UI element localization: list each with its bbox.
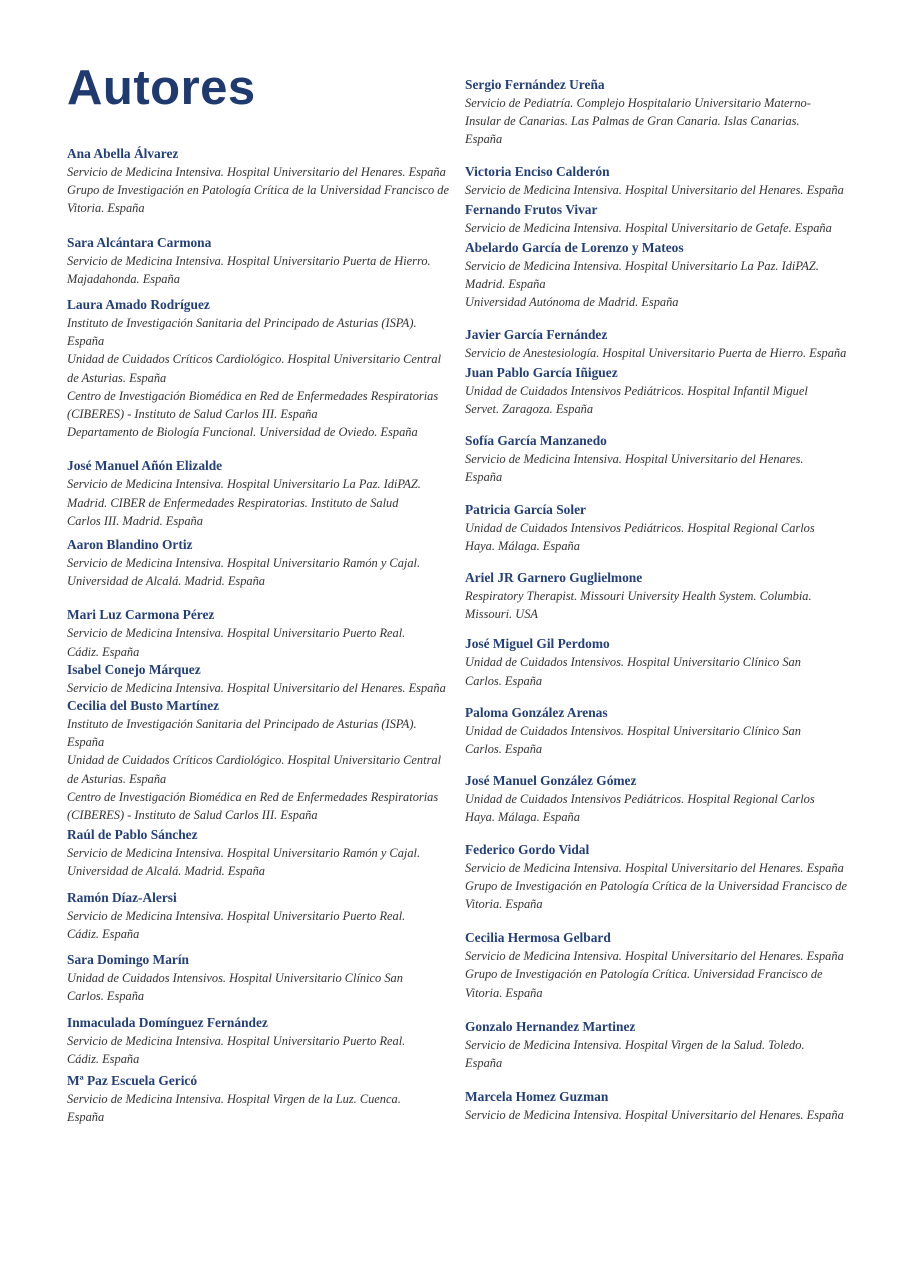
author-affiliation-line: (CIBERES) - Instituto de Salud Carlos III. España	[67, 808, 318, 823]
author-entry	[67, 457, 452, 530]
author-entry	[67, 606, 452, 660]
author-affiliation-line: España	[67, 334, 105, 349]
author-name: José Manuel Añón Elizalde	[67, 458, 223, 474]
author-entry	[465, 326, 850, 362]
author-affiliation-line: Carlos. España	[465, 673, 543, 688]
author-name: Ariel JR Garnero Guglielmone	[465, 570, 643, 586]
author-affiliation-line: Instituto de Investigación Sanitaria del Principado de Asturias (ISPA).	[67, 717, 417, 732]
author-affiliation-line: Majadahonda. España	[67, 271, 180, 286]
author-affiliation-line: Unidad de Cuidados Intensivos. Hospital Universitario Clínico San	[67, 971, 403, 986]
author-entry	[465, 929, 850, 1002]
author-name: Sara Alcántara Carmona	[67, 234, 212, 250]
author-affiliation-line: Centro de Investigación Biomédica en Red de Enfermedades Respiratorias	[67, 789, 439, 804]
author-name: Fernando Frutos Vivar	[465, 201, 598, 217]
author-affiliation-line: Servicio de Medicina Intensiva. Hospital Universitario del Henares.	[465, 452, 804, 467]
author-affiliation-line: Unidad de Cuidados Intensivos Pediátricos. Hospital Infantil Miguel	[465, 383, 808, 398]
author-name: Aaron Blandino Ortiz	[67, 537, 193, 553]
author-entry	[67, 296, 452, 441]
author-name: José Miguel Gil Perdomo	[465, 636, 610, 652]
author-affiliation-line: Universidad Autónoma de Madrid. España	[465, 295, 679, 310]
author-name: José Manuel González Gómez	[465, 773, 637, 789]
author-name: Paloma González Arenas	[465, 704, 608, 720]
author-affiliation-line: Respiratory Therapist. Missouri University Health System. Columbia.	[465, 589, 812, 604]
author-affiliation-line: Servicio de Medicina Intensiva. Hospital Universitario Ramón y Cajal.	[67, 556, 421, 571]
author-affiliation-line: Cádiz. España	[67, 1051, 140, 1066]
author-affiliation-line: Grupo de Investigación en Patología Crítica de la Universidad Francisco de	[67, 183, 449, 198]
author-affiliation-line: Servicio de Anestesiología. Hospital Universitario Puerta de Hierro. España	[465, 345, 847, 360]
author-entry	[67, 234, 452, 288]
author-name: Victoria Enciso Calderón	[465, 163, 610, 179]
author-affiliation-line: (CIBERES) - Instituto de Salud Carlos III. España	[67, 407, 318, 422]
author-affiliation-line: Carlos. España	[465, 742, 543, 757]
author-entry	[67, 1072, 452, 1126]
author-affiliation-line: Carlos. España	[67, 989, 145, 1004]
author-affiliation-line: Vitoria. España	[465, 985, 543, 1000]
author-name: Raúl de Pablo Sánchez	[67, 827, 198, 843]
author-name: Inmaculada Domínguez Fernández	[67, 1014, 268, 1030]
author-entry	[67, 536, 452, 590]
author-entry	[67, 145, 452, 218]
author-affiliation-line: Servicio de Medicina Intensiva. Hospital Universitario del Henares. España	[67, 165, 446, 179]
author-affiliation-line: Servicio de Medicina Intensiva. Hospital Universitario del Henares. España	[465, 949, 844, 964]
author-affiliation-line: Servicio de Medicina Intensiva. Hospital Universitario Ramón y Cajal.	[67, 846, 421, 861]
author-affiliation-line: Servicio de Medicina Intensiva. Hospital Universitario del Henares. España	[465, 860, 844, 875]
author-entry	[465, 364, 850, 418]
author-entry	[465, 635, 850, 689]
author-name: Isabel Conejo Márquez	[67, 661, 201, 677]
author-affiliation-line: Servet. Zaragoza. España	[465, 402, 594, 417]
author-name: Javier García Fernández	[465, 326, 608, 342]
author-name: Abelardo García de Lorenzo y Mateos	[465, 240, 684, 256]
author-entry	[67, 951, 452, 1005]
author-affiliation-line: Servicio de Medicina Intensiva. Hospital Virgen de la Salud. Toledo.	[465, 1037, 805, 1052]
author-affiliation-line: Servicio de Medicina Intensiva. Hospital Universitario La Paz. IdiPAZ.	[465, 259, 819, 274]
author-affiliation-line: Servicio de Medicina Intensiva. Hospital Universitario del Henares. España	[67, 680, 446, 695]
author-entry	[67, 1014, 452, 1068]
author-affiliation-line: Servicio de Pediatría. Complejo Hospitalario Universitario Materno-	[465, 96, 811, 110]
author-affiliation-line: España	[67, 1110, 105, 1125]
author-entry	[465, 163, 850, 199]
author-affiliation-line: España	[67, 735, 105, 750]
author-affiliation-line: Cádiz. España	[67, 926, 140, 941]
page-title: Autores	[67, 61, 256, 115]
author-affiliation-line: Unidad de Cuidados Críticos Cardiológico. Hospital Universitario Central	[67, 352, 442, 367]
author-entry	[465, 501, 850, 555]
author-affiliation-line: Unidad de Cuidados Críticos Cardiológico. Hospital Universitario Central	[67, 753, 442, 768]
author-affiliation-line: Haya. Málaga. España	[465, 810, 580, 825]
author-entry	[67, 697, 452, 824]
author-affiliation-line: Haya. Málaga. España	[465, 538, 580, 553]
author-affiliation-line: Grupo de Investigación en Patología Crítica. Universidad Francisco de	[465, 967, 823, 982]
author-name: Laura Amado Rodríguez	[67, 297, 210, 313]
author-name: Sofía García Manzanedo	[465, 433, 607, 449]
author-affiliation-line: Servicio de Medicina Intensiva. Hospital Universitario del Henares. España	[465, 1108, 844, 1123]
author-affiliation-line: Servicio de Medicina Intensiva. Hospital Universitario Puerto Real.	[67, 1033, 406, 1048]
author-affiliation-line: Centro de Investigación Biomédica en Red de Enfermedades Respiratorias	[67, 388, 439, 403]
author-affiliation-line: España	[465, 1056, 503, 1071]
authors-right-column	[465, 76, 850, 1125]
author-entry	[67, 889, 452, 943]
author-name: Sergio Fernández Ureña	[465, 77, 605, 92]
author-name: Cecilia del Busto Martínez	[67, 698, 220, 714]
author-affiliation-line: España	[465, 132, 503, 147]
author-affiliation-line: Vitoria. España	[465, 897, 543, 912]
author-affiliation-line: Unidad de Cuidados Intensivos. Hospital Universitario Clínico San	[465, 655, 801, 670]
authors-left-column	[67, 145, 452, 1126]
author-affiliation-line: Vitoria. España	[67, 201, 145, 216]
author-entry	[465, 432, 850, 486]
author-name: Ramón Díaz-Alersi	[67, 889, 177, 905]
author-affiliation-line: Universidad de Alcalá. Madrid. España	[67, 864, 266, 879]
author-entry	[465, 841, 850, 914]
author-affiliation-line: España	[465, 470, 503, 485]
author-affiliation-line: de Asturias. España	[67, 771, 167, 786]
author-name: Federico Gordo Vidal	[465, 841, 590, 857]
author-affiliation-line: Madrid. España	[465, 277, 546, 292]
author-entry	[465, 704, 850, 758]
author-name: Marcela Homez Guzman	[465, 1089, 609, 1105]
author-affiliation-line: Servicio de Medicina Intensiva. Hospital Universitario Puerto Real.	[67, 908, 406, 923]
author-entry	[465, 239, 850, 312]
author-name: Ana Abella Álvarez	[67, 146, 179, 161]
author-affiliation-line: Universidad de Alcalá. Madrid. España	[67, 574, 266, 589]
author-affiliation-line: Departamento de Biología Funcional. Universidad de Oviedo. España	[67, 425, 418, 440]
author-entry	[465, 569, 850, 623]
author-name: Mª Paz Escuela Gericó	[67, 1072, 198, 1088]
author-name: Gonzalo Hernandez Martinez	[465, 1018, 636, 1034]
author-affiliation-line: Servicio de Medicina Intensiva. Hospital Universitario del Henares. España	[465, 182, 844, 197]
author-affiliation-line: Grupo de Investigación en Patología Crítica de la Universidad Francisco de	[465, 878, 847, 893]
author-affiliation-line: Servicio de Medicina Intensiva. Hospital Universitario Puerta de Hierro.	[67, 253, 431, 268]
author-affiliation-line: Servicio de Medicina Intensiva. Hospital Universitario de Getafe. España	[465, 220, 832, 235]
author-name: Mari Luz Carmona Pérez	[67, 607, 215, 623]
author-affiliation-line: Carlos III. Madrid. España	[67, 513, 203, 528]
author-name: Cecilia Hermosa Gelbard	[465, 930, 611, 946]
author-affiliation-line: Insular de Canarias. Las Palmas de Gran Canaria. Islas Canarias.	[465, 114, 800, 129]
author-affiliation-line: Madrid. CIBER de Enfermedades Respiratorias. Instituto de Salud	[67, 495, 399, 510]
author-affiliation-line: Instituto de Investigación Sanitaria del Principado de Asturias (ISPA).	[67, 316, 417, 331]
author-entry	[67, 826, 452, 880]
author-entry	[465, 201, 850, 237]
author-affiliation-line: Unidad de Cuidados Intensivos Pediátricos. Hospital Regional Carlos	[465, 792, 815, 807]
author-entry	[67, 661, 452, 697]
author-affiliation-line: Missouri. USA	[465, 607, 538, 622]
author-affiliation-line: Cádiz. España	[67, 644, 140, 659]
author-affiliation-line: Unidad de Cuidados Intensivos. Hospital Universitario Clínico San	[465, 723, 801, 738]
author-affiliation-line: Servicio de Medicina Intensiva. Hospital Virgen de la Luz. Cuenca.	[67, 1091, 401, 1106]
author-entry	[465, 1088, 850, 1124]
author-affiliation-line: de Asturias. España	[67, 370, 167, 385]
author-name: Sara Domingo Marín	[67, 952, 189, 968]
author-name: Patricia García Soler	[465, 501, 586, 517]
author-entry	[465, 772, 850, 826]
author-affiliation-line: Servicio de Medicina Intensiva. Hospital Universitario Puerto Real.	[67, 626, 406, 641]
author-affiliation-line: Unidad de Cuidados Intensivos Pediátricos. Hospital Regional Carlos	[465, 520, 815, 535]
author-entry	[465, 1018, 850, 1072]
author-entry	[465, 76, 850, 149]
author-affiliation-line: Servicio de Medicina Intensiva. Hospital Universitario La Paz. IdiPAZ.	[67, 477, 421, 492]
author-name: Juan Pablo García Iñiguez	[465, 364, 618, 380]
